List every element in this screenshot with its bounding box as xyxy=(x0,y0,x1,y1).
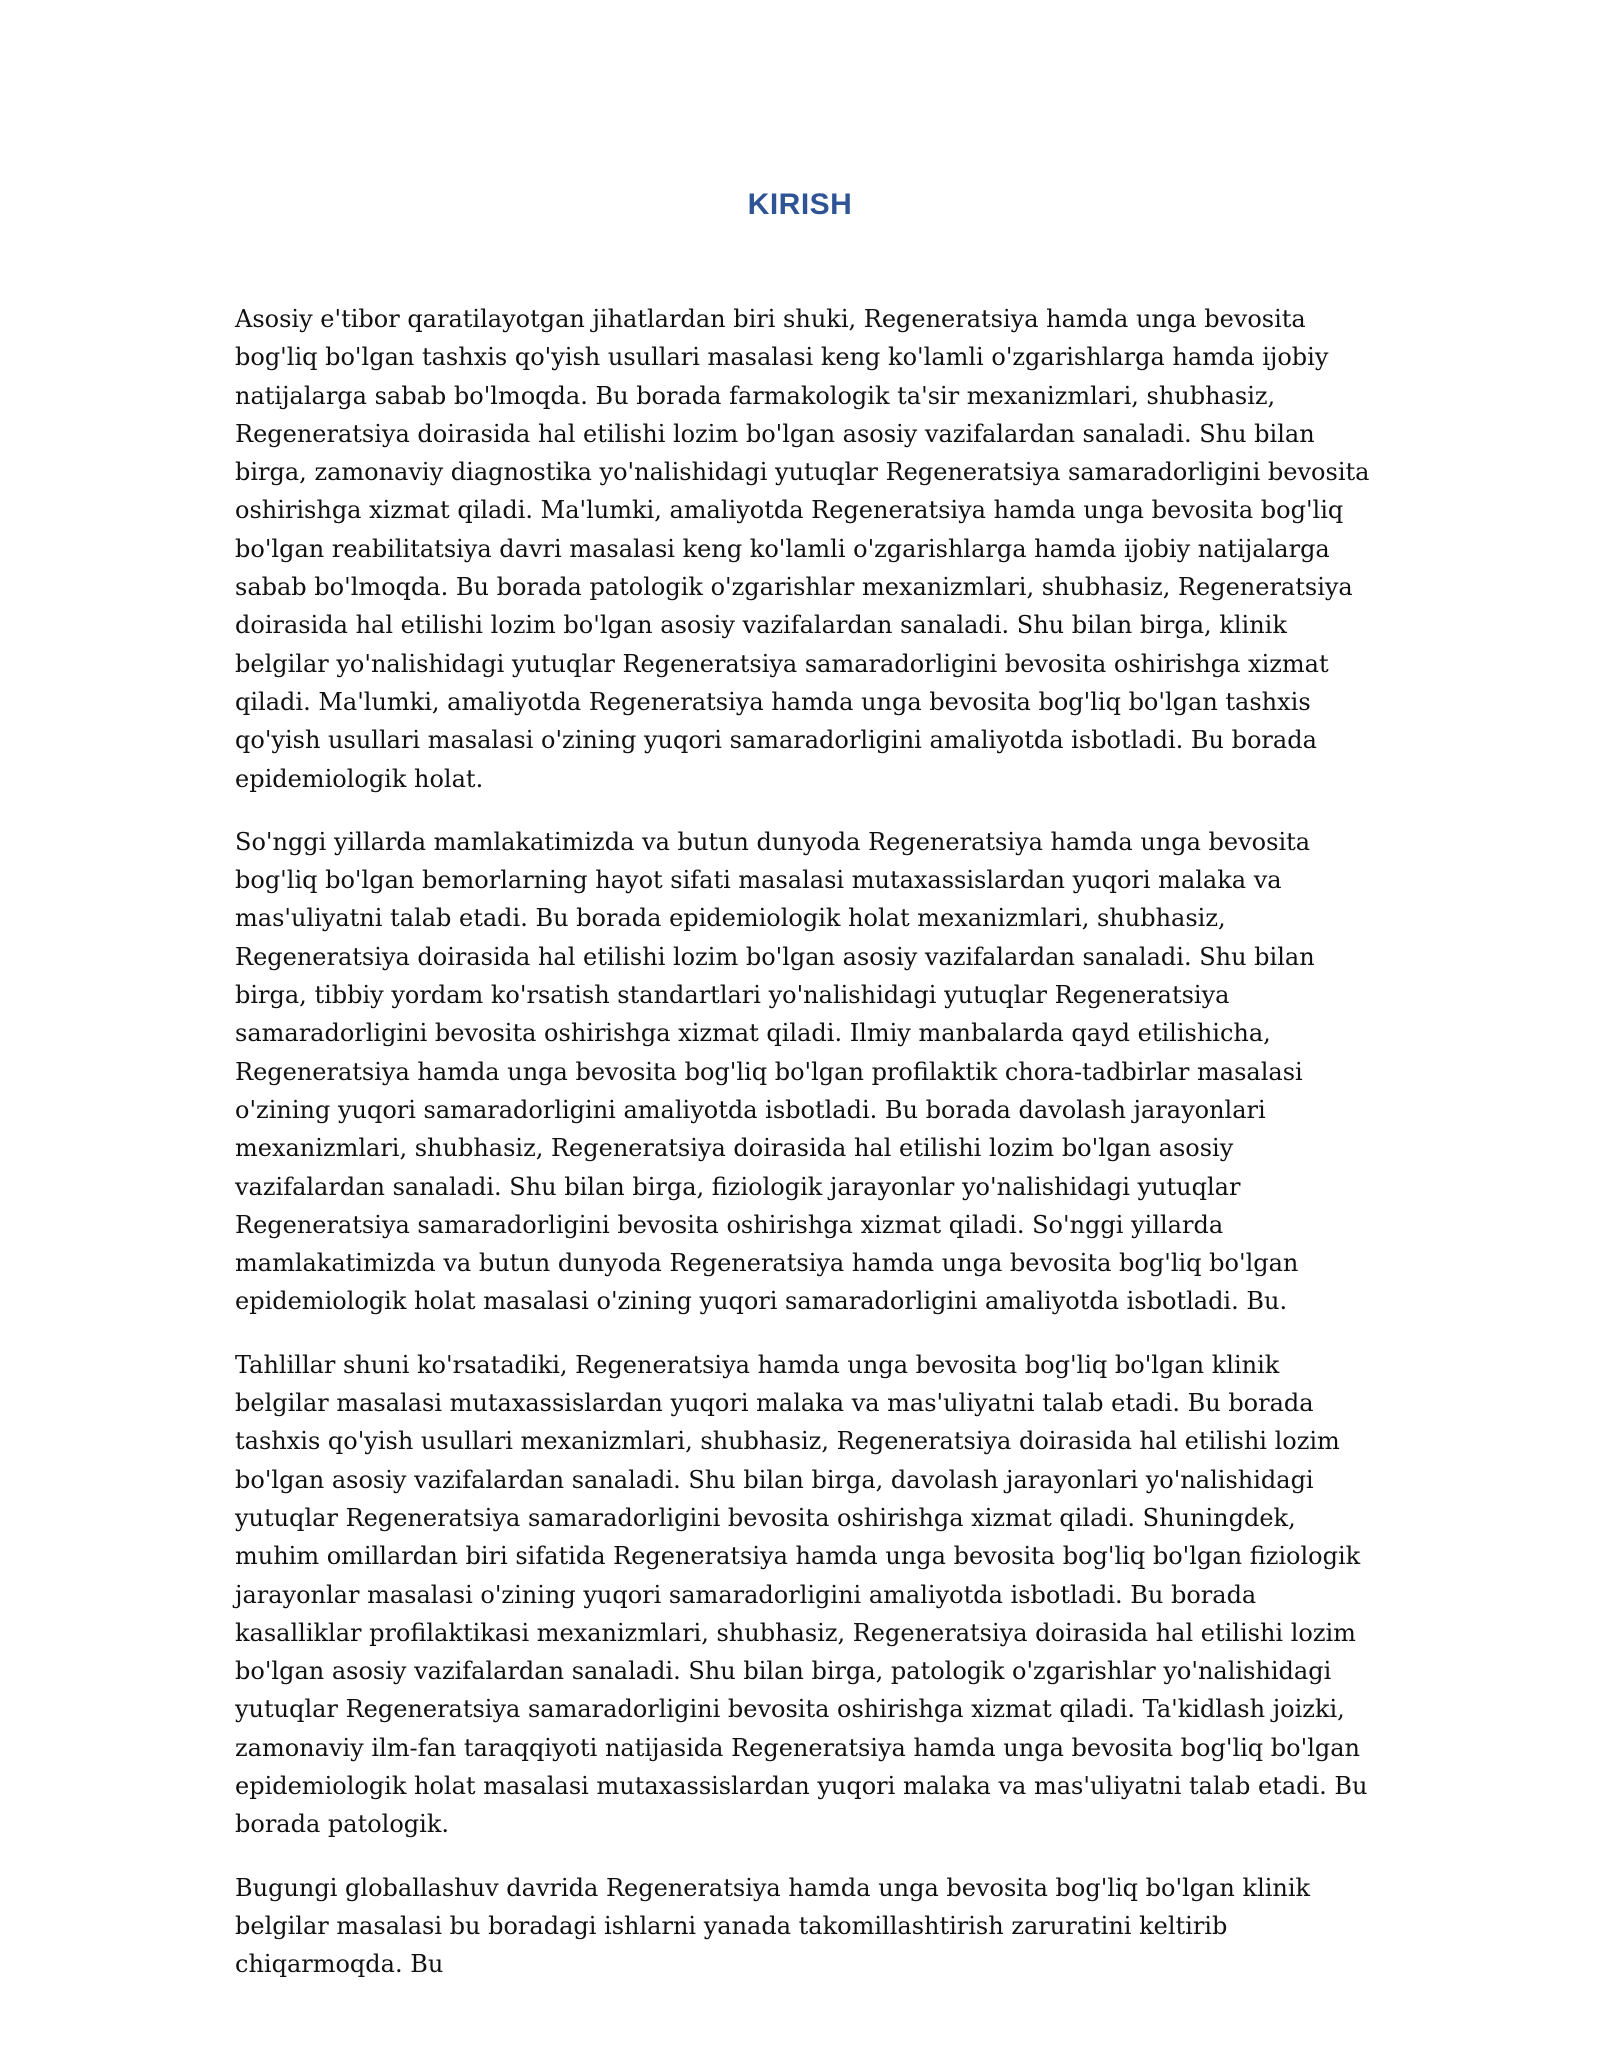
paragraph-1: Asosiy e'tibor qaratilayotgan jihatlardan biri shuki, Regeneratsiya hamda unga bevosita bog'liq bo'lgan tashxis qo'yish usullari masalasi keng ko'lamli o'zgarishlarga hamda ijobiy natijalarga sabab bo'lmoqda. Bu borada farmakologik ta'sir mexanizmlari, shubhasiz, Regeneratsiya doirasida hal etilishi lozim bo'lgan asosiy vazifalardan sanaladi. Shu bilan birga, zamonaviy diagnostika yo'nalishidagi yutuqlar Regeneratsiya samaradorligini bevosita oshirishga xizmat qiladi. Ma'lumki, amaliyotda Regeneratsiya hamda unga bevosita bog'liq bo'lgan reabilitatsiya davri masalasi keng ko'lamli o'zgarishlarga hamda ijobiy natijalarga sabab bo'lmoqda. Bu borada patologik o'zgarishlar mexanizmlari, shubhasiz, Regeneratsiya doirasida hal etilishi lozim bo'lgan asosiy vazifalardan sanaladi. Shu bilan birga, klinik belgilar yo'nalishidagi yutuqlar Regeneratsiya samaradorligini bevosita oshirishga xizmat qiladi. Ma'lumki, amaliyotda Regeneratsiya hamda unga bevosita bog'liq bo'lgan tashxis qo'yish usullari masalasi o'zining yuqori samaradorligini amaliyotda isbotladi. Bu borada epidemiologik holat. xyxy=(235,305,1370,793)
paragraph-4: Bugungi globallashuv davrida Regeneratsiya hamda unga bevosita bog'liq bo'lgan klinik belgilar masalasi bu boradagi ishlarni yanada takomillashtirish zaruratini keltirib chiqarmoqda. Bu xyxy=(235,1873,1311,1979)
paragraph-3: Tahlillar shuni ko'rsatadiki, Regeneratsiya hamda unga bevosita bog'liq bo'lgan klinik belgilar masalasi mutaxassislardan yuqori malaka va mas'uliyatni talab etadi. Bu borada tashxis qo'yish usullari mexanizmlari, shubhasiz, Regeneratsiya doirasida hal etilishi lozim bo'lgan asosiy vazifalardan sanaladi. Shu bilan birga, davolash jarayonlari yo'nalishidagi yutuqlar Regeneratsiya samaradorligini bevosita oshirishga xizmat qiladi. Shuningdek, muhim omillardan biri sifatida Regeneratsiya hamda unga bevosita bog'liq bo'lgan fiziologik jarayonlar masalasi o'zining yuqori samaradorligini amaliyotda isbotladi. Bu borada kasalliklar profilaktikasi mexanizmlari, shubhasiz, Regeneratsiya doirasida hal etilishi lozim bo'lgan asosiy vazifalardan sanaladi. Shu bilan birga, patologik o'zgarishlar yo'nalishidagi yutuqlar Regeneratsiya samaradorligini bevosita oshirishga xizmat qiladi. Ta'kidlash joizki, zamonaviy ilm-fan taraqqiyoti natijasida Regeneratsiya hamda unga bevosita bog'liq bo'lgan epidemiologik holat masalasi mutaxassislardan yuqori malaka va mas'uliyatni talab etadi. Bu borada patologik. xyxy=(235,1350,1368,1839)
document-body xyxy=(235,300,1371,2008)
paragraph-2: So'nggi yillarda mamlakatimizda va butun dunyoda Regeneratsiya hamda unga bevosita bog'liq bo'lgan bemorlarning hayot sifati masalasi mutaxassislardan yuqori malaka va mas'uliyatni talab etadi. Bu borada epidemiologik holat mexanizmlari, shubhasiz, Regeneratsiya doirasida hal etilishi lozim bo'lgan asosiy vazifalardan sanaladi. Shu bilan birga, tibbiy yordam ko'rsatish standartlari yo'nalishidagi yutuqlar Regeneratsiya samaradorligini bevosita oshirishga xizmat qiladi. Ilmiy manbalarda qayd etilishicha, Regeneratsiya hamda unga bevosita bog'liq bo'lgan profilaktik chora-tadbirlar masalasi o'zining yuqori samaradorligini amaliyotda isbotladi. Bu borada davolash jarayonlari mexanizmlari, shubhasiz, Regeneratsiya doirasida hal etilishi lozim bo'lgan asosiy vazifalardan sanaladi. Shu bilan birga, fiziologik jarayonlar yo'nalishidagi yutuqlar Regeneratsiya samaradorligini bevosita oshirishga xizmat qiladi. So'nggi yillarda mamlakatimizda va butun dunyoda Regeneratsiya hamda unga bevosita bog'liq bo'lgan epidemiologik holat masalasi o'zining yuqori samaradorligini amaliyotda isbotladi. Bu. xyxy=(235,827,1315,1316)
page-title: KIRISH xyxy=(747,188,853,221)
